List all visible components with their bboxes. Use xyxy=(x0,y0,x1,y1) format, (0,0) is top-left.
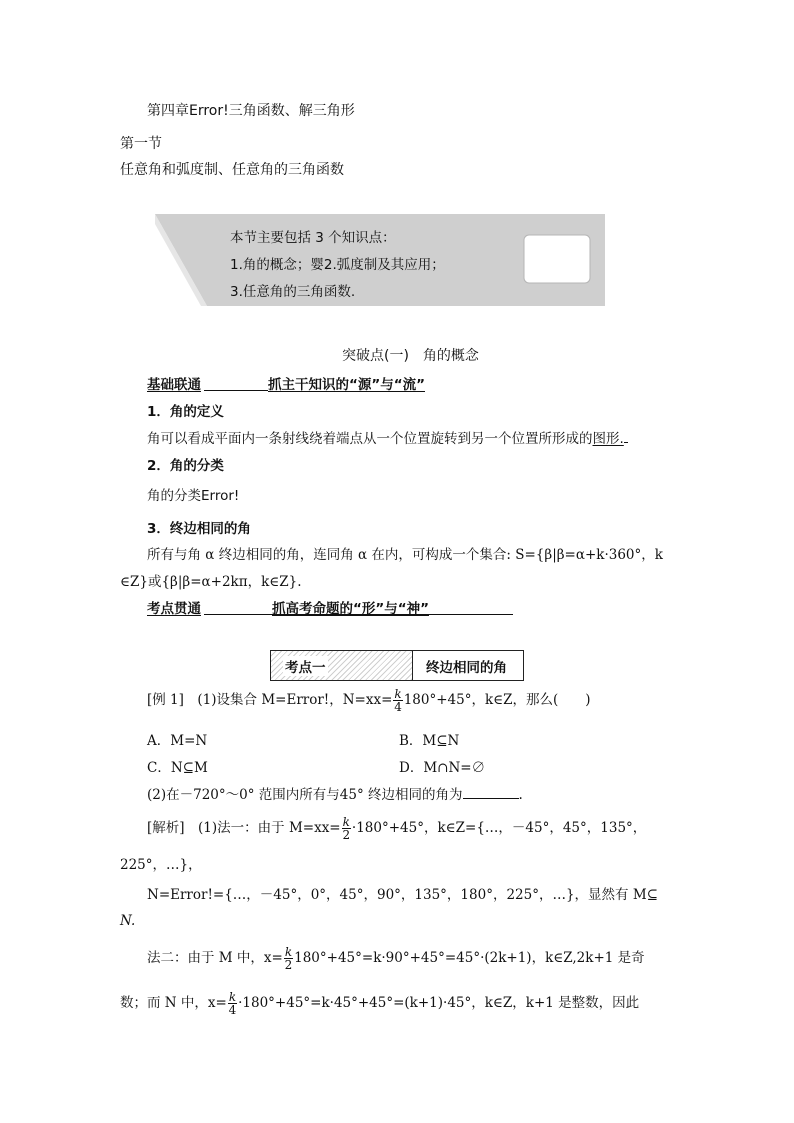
fraction-numerator: k xyxy=(228,990,237,1004)
solution-l6-a: 数；而 N 中，x= xyxy=(120,995,227,1011)
fraction-denominator: 4 xyxy=(394,700,402,714)
bar-2-rule xyxy=(204,614,513,615)
fraction-denominator: 2 xyxy=(342,828,351,842)
solution-l6-b: ·180°+45°=k·45°+45°=(k+1)·45°，k∈Z，k+1 是整数，因此 xyxy=(238,995,640,1011)
solution-l5-a: 法二：由于 M 中，x= xyxy=(147,950,283,966)
bar-1-left: 基础联通 xyxy=(147,377,201,393)
intro-line-3: 3.任意角的三角函数. xyxy=(230,284,356,300)
answer-blank xyxy=(463,786,519,799)
bar-1-right-text: 抓主干知识的“源”与“流” xyxy=(268,377,425,393)
bar-2-left: 考点贯通 xyxy=(147,601,201,617)
fraction-denominator: 4 xyxy=(228,1003,237,1017)
example-q1-a: [例 1] (1)设集合 M=Error!，N=xx= xyxy=(147,692,393,708)
bar-1-label xyxy=(147,373,201,393)
kaodian-label-cell xyxy=(271,651,413,680)
k3-title: 3．终边相同的角 xyxy=(147,521,251,537)
option-c: C．N⊆M xyxy=(147,760,208,776)
k1-title: 1．角的定义 xyxy=(147,404,224,420)
option-b: B．M⊆N xyxy=(399,733,460,749)
solution-line-3: N=Error!={…，－45°，0°，45°，90°，135°，180°，225°，…}，显然有 M⊆ xyxy=(147,887,658,903)
k2-title: 2．角的分类 xyxy=(147,458,224,474)
bar-1-right xyxy=(268,373,425,393)
solution-l5-b: 180°+45°=k·90°+45°=45°·(2k+1)，k∈Z,2k+1 是奇 xyxy=(294,950,645,966)
example-q2-b: . xyxy=(518,787,523,803)
fraction-numerator: k xyxy=(342,815,350,829)
bar-1-rule xyxy=(204,390,268,391)
chapter-title: 第四章Error!三角函数、解三角形 xyxy=(147,103,355,119)
kaodian-box xyxy=(270,650,524,681)
solution-line-1 xyxy=(147,816,646,841)
example-q1-fraction xyxy=(393,688,402,713)
solution-l1-a: [解析] (1)法一：由于 M=xx= xyxy=(147,820,341,836)
intro-box xyxy=(155,214,605,306)
solution-line-6 xyxy=(120,991,639,1016)
example-question-1 xyxy=(147,688,591,713)
section-title: 任意角和弧度制、任意角的三角函数 xyxy=(120,162,344,178)
solution-line-5 xyxy=(147,946,645,971)
fraction-denominator: 2 xyxy=(284,958,293,972)
k2-text: 角的分类Error! xyxy=(147,488,240,504)
k1-text xyxy=(147,427,628,447)
solution-l1-b: ·180°+45°，k∈Z={…，－45°，45°，135°， xyxy=(351,820,647,836)
k1-text-a: 角可以看成平面内一条射线绕着端点从一个位置旋转到另一个位置所形成的 xyxy=(147,431,593,447)
intro-line-2: 1.角的概念；婴2.弧度制及其应用； xyxy=(230,257,445,273)
bar-2-label xyxy=(147,597,201,617)
k1-text-b: 图形. xyxy=(592,431,624,447)
k3-line-1: 所有与角 α 终边相同的角，连同角 α 在内，可构成一个集合: S={β|β=α+k·360°，k xyxy=(147,547,663,563)
kaodian-label: 考点一 xyxy=(283,656,328,676)
example-question-2 xyxy=(147,783,523,803)
solution-l6-fraction xyxy=(228,991,237,1016)
solution-line-2: 225°，…}， xyxy=(120,857,202,873)
k3-line-2: ∈Z}或{β|β=α+2kπ，k∈Z}. xyxy=(120,574,302,590)
example-q2-a: (2)在－720°～0° 范围内所有与45° 终边相同的角为 xyxy=(147,787,463,803)
option-a: A．M=N xyxy=(147,733,208,749)
example-q1-b: 180°+45°，k∈Z，那么( ) xyxy=(403,692,591,708)
fraction-numerator: k xyxy=(284,945,293,959)
solution-l1-fraction xyxy=(342,816,351,841)
bar-2-right-text: 抓高考命题的“形”与“神” xyxy=(272,601,429,617)
kaodian-topic: 终边相同的角 xyxy=(426,660,507,676)
solution-line-4: N. xyxy=(120,913,136,929)
option-d: D．M∩N=∅ xyxy=(399,760,486,776)
fraction-numerator: k xyxy=(394,687,402,701)
intro-line-1: 本节主要包括 3 个知识点： xyxy=(230,230,396,246)
section-number: 第一节 xyxy=(120,136,162,152)
solution-l5-fraction xyxy=(284,946,293,971)
topic-heading: 突破点(一) 角的概念 xyxy=(342,348,479,364)
